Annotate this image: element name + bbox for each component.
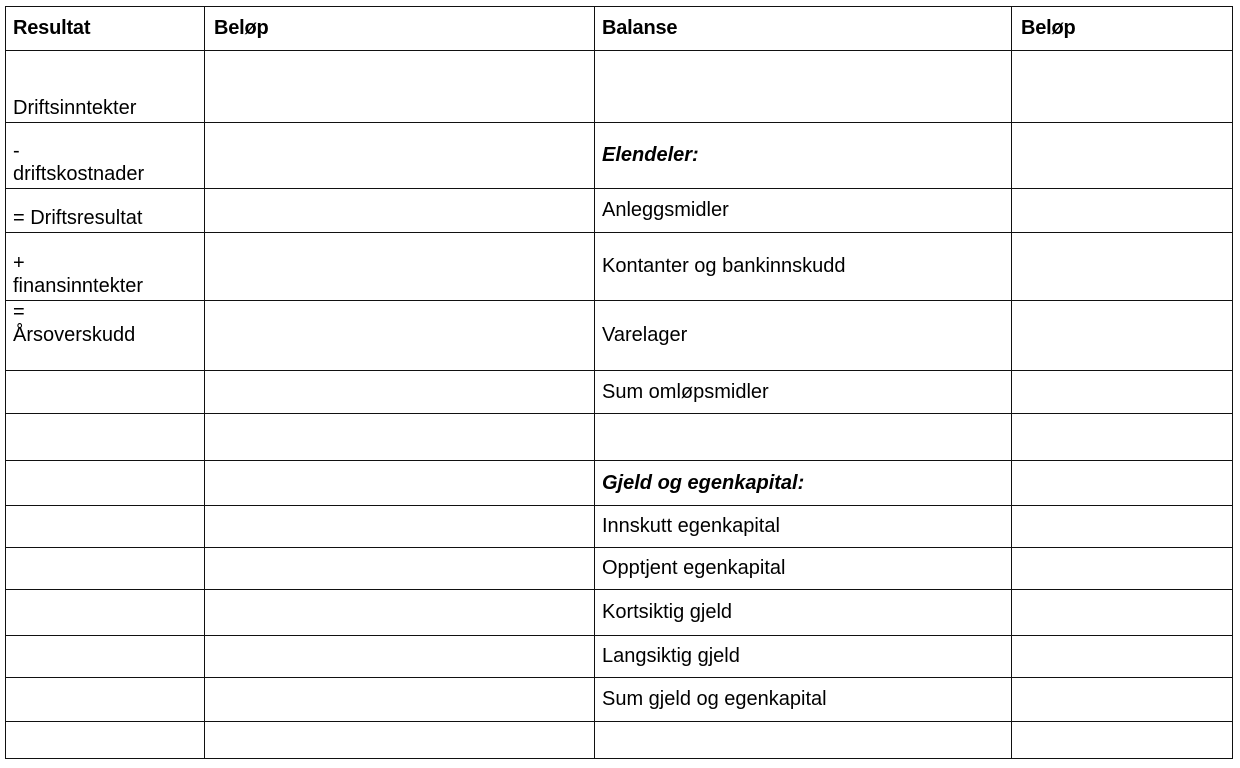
resultat-line: Årsoverskudd [13,324,136,346]
belop-left-cell [205,371,595,414]
belop-left-cell [205,590,595,636]
resultat-line: Driftsinntekter [13,97,137,119]
resultat-cell [6,506,205,548]
belop-left-cell [205,301,595,371]
accounting-table [5,6,1233,759]
balanse-section-heading: Gjeld og egenkapital: [595,461,1012,506]
table-row [6,548,1233,590]
belop-left-cell [205,189,595,233]
belop-left-cell [205,678,595,722]
table-row [6,678,1233,722]
belop-left-cell [205,51,595,123]
resultat-cell [6,301,205,371]
resultat-line: = Driftsresultat [13,207,143,229]
resultat-cell [6,371,205,414]
resultat-cell [6,548,205,590]
table-row [6,461,1233,506]
belop-left-cell [205,722,595,759]
belop-right-cell [1012,123,1233,189]
table-row [6,371,1233,414]
resultat-cell [6,233,205,301]
balanse-cell: Varelager [595,301,1012,371]
belop-right-cell [1012,678,1233,722]
balanse-cell: Sum omløpsmidler [595,371,1012,414]
belop-left-cell [205,414,595,461]
header-row [6,7,1233,51]
belop-left-cell [205,123,595,189]
table-row [6,636,1233,678]
belop-left-cell [205,636,595,678]
belop-right-cell [1012,301,1233,371]
belop-right-cell [1012,590,1233,636]
belop-right-cell [1012,414,1233,461]
resultat-line: + [13,252,25,274]
resultat-line: driftskostnader [13,163,145,185]
balanse-cell [595,51,1012,123]
resultat-line: finansinntekter [13,275,144,297]
resultat-line: - [13,140,20,162]
belop-right-cell [1012,548,1233,590]
balanse-cell: Kontanter og bankinnskudd [595,233,1012,301]
resultat-cell [6,636,205,678]
balanse-cell: Kortsiktig gjeld [595,590,1012,636]
resultat-cell [6,461,205,506]
header-resultat: Resultat [6,7,205,51]
table-row [6,123,1233,189]
table-row [6,51,1233,123]
table-row [6,301,1233,371]
resultat-cell [6,414,205,461]
balanse-cell: Innskutt egenkapital [595,506,1012,548]
resultat-cell [6,722,205,759]
belop-left-cell [205,461,595,506]
belop-right-cell [1012,51,1233,123]
balanse-cell [595,722,1012,759]
belop-left-cell [205,233,595,301]
balanse-cell: Anleggsmidler [595,189,1012,233]
table-row [6,189,1233,233]
resultat-cell [6,51,205,123]
resultat-cell [6,590,205,636]
belop-right-cell [1012,371,1233,414]
belop-right-cell [1012,189,1233,233]
header-belop-left: Beløp [205,7,595,51]
belop-right-cell [1012,461,1233,506]
belop-right-cell [1012,722,1233,759]
belop-left-cell [205,548,595,590]
belop-right-cell [1012,233,1233,301]
belop-right-cell [1012,636,1233,678]
belop-left-cell [205,506,595,548]
header-balanse: Balanse [595,7,1012,51]
table-row [6,590,1233,636]
resultat-line: = [13,301,25,323]
belop-right-cell [1012,506,1233,548]
balanse-cell: Langsiktig gjeld [595,636,1012,678]
balanse-cell [595,414,1012,461]
table-row [6,233,1233,301]
resultat-cell [6,189,205,233]
table-row [6,506,1233,548]
balanse-section-heading: Elendeler: [595,123,1012,189]
table-row [6,722,1233,759]
resultat-cell [6,678,205,722]
header-belop-right: Beløp [1012,7,1233,51]
balanse-cell: Sum gjeld og egenkapital [595,678,1012,722]
table-row [6,414,1233,461]
resultat-cell [6,123,205,189]
balanse-cell: Opptjent egenkapital [595,548,1012,590]
